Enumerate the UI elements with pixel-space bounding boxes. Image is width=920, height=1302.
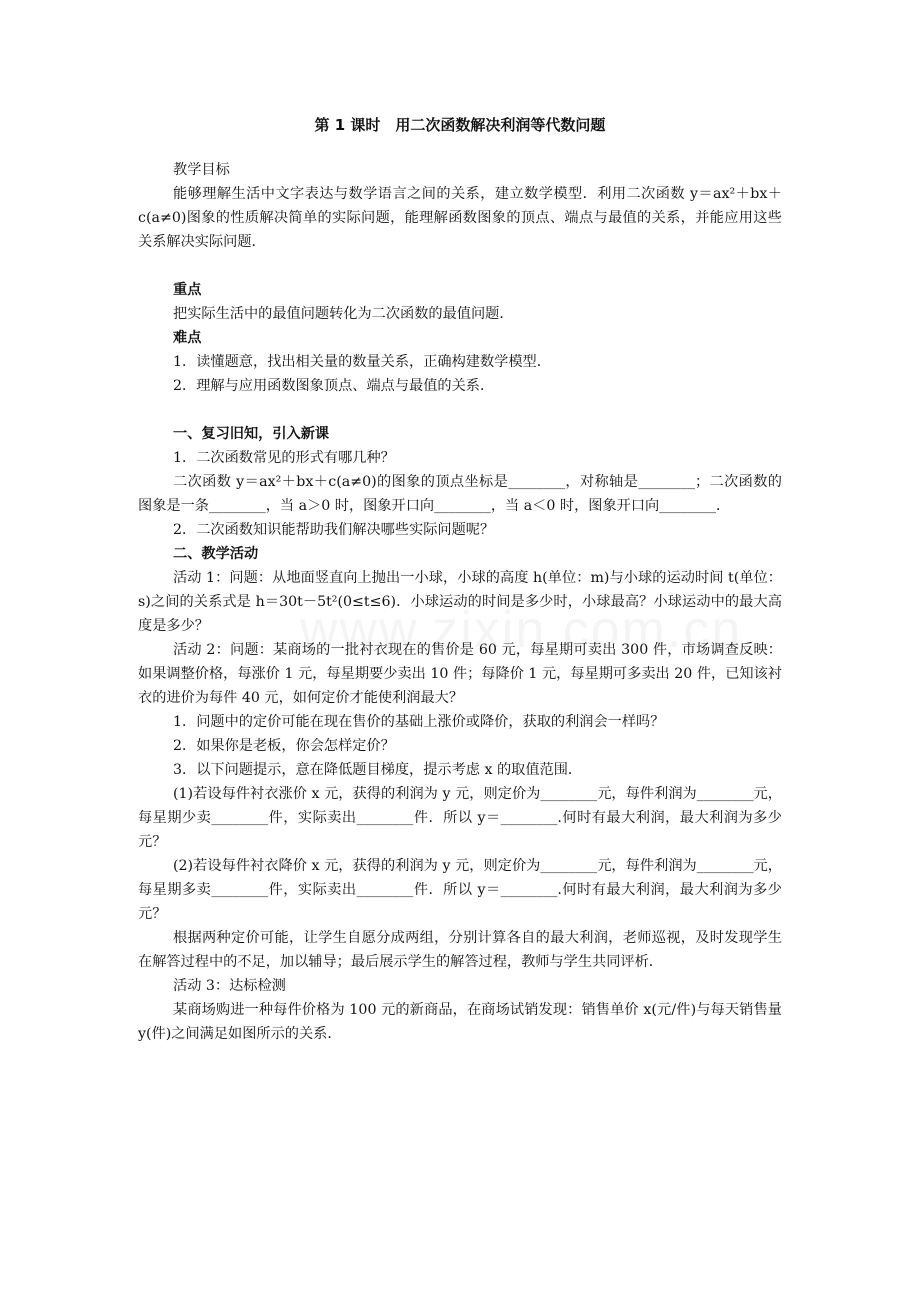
paragraph: 1．读懂题意，找出相关量的数量关系，正确构建数学模型． xyxy=(173,354,551,370)
paragraph: 2．如果你是老板，你会怎样定价？ xyxy=(173,738,395,754)
paragraph: 根据两种定价可能，让学生自愿分成两组，分别计算各自的最大利润，老师巡视，及时发现学生在解答过程中的不足，加以辅导；最后展示学生的解答过程，教师与学生共同评析． xyxy=(138,930,782,970)
paragraph: (2)若设每件衬衣降价 x 元，获得的利润为 y 元，则定价为________元，每件利润为________元，每星期多卖________件，实际卖出________件．所以 y＝________.何时有最大利润，最大利润为多少元？ xyxy=(138,858,782,922)
section-heading: 难点 xyxy=(173,330,202,346)
paragraph: 教学目标 xyxy=(173,162,230,178)
paragraph: 1．二次函数常见的形式有哪几种？ xyxy=(173,450,395,466)
paragraph: 能够理解生活中文字表达与数学语言之间的关系，建立数学模型．利用二次函数 y＝ax²＋bx＋c(a≠0)图象的性质解决简单的实际问题，能理解函数图象的顶点、端点与最值的关系，并能应用这些关系解决实际问题． xyxy=(138,186,782,250)
paragraph: 2．二次函数知识能帮助我们解决哪些实际问题呢？ xyxy=(173,522,495,538)
spacer xyxy=(138,398,782,422)
paragraph: 活动 2：问题：某商场的一批衬衣现在的售价是 60 元，每星期可卖出 300 件，市场调查反映：如果调整价格，每涨价 1 元，每星期要少卖出 10 件；每降价 1 元，每星期可多卖出 20 件，已知该衬衣的进价为每件 40 元，如何定价才能使利润最大？ xyxy=(138,642,782,706)
paragraph: 二次函数 y＝ax²＋bx＋c(a≠0)的图象的顶点坐标是________，对称轴是________；二次函数的图象是一条________，当 a＞0 时，图象开口向________，当 a＜0 时，图象开口向________． xyxy=(138,474,782,514)
paragraph: 3．以下问题提示，意在降低题目梯度，提示考虑 x 的取值范围． xyxy=(173,762,583,778)
paragraph: 活动 3：达标检测 xyxy=(173,978,286,994)
paragraph: 1．问题中的定价可能在现在售价的基础上涨价或降价，获取的利润会一样吗？ xyxy=(173,714,665,730)
paragraph: 把实际生活中的最值问题转化为二次函数的最值问题． xyxy=(173,306,514,322)
paragraph: 2．理解与应用函数图象顶点、端点与最值的关系． xyxy=(173,378,495,394)
section-heading: 二、教学活动 xyxy=(173,546,259,562)
document-body xyxy=(138,158,782,1046)
paragraph: 某商场购进一种每件价格为 100 元的新商品，在商场试销发现：销售单价 x(元/件)与每天销售量 y(件)之间满足如图所示的关系． xyxy=(138,1002,782,1042)
section-heading: 重点 xyxy=(173,282,202,298)
page-title: 第 1 课时 用二次函数解决利润等代数问题 xyxy=(314,116,606,134)
paragraph: 活动 1：问题：从地面竖直向上抛出一小球，小球的高度 h(单位：m)与小球的运动时间 t(单位：s)之间的关系式是 h＝30t－5t²(0≤t≤6)．小球运动的时间是多少时，小球最高？小球运动中的最大高度是多少？ xyxy=(138,570,782,634)
spacer xyxy=(138,254,782,278)
section-heading: 一、复习旧知，引入新课 xyxy=(173,426,330,442)
paragraph: (1)若设每件衬衣涨价 x 元，获得的利润为 y 元，则定价为________元，每件利润为________元，每星期少卖________件，实际卖出________件．所以 y＝________.何时有最大利润，最大利润为多少元？ xyxy=(138,786,782,850)
